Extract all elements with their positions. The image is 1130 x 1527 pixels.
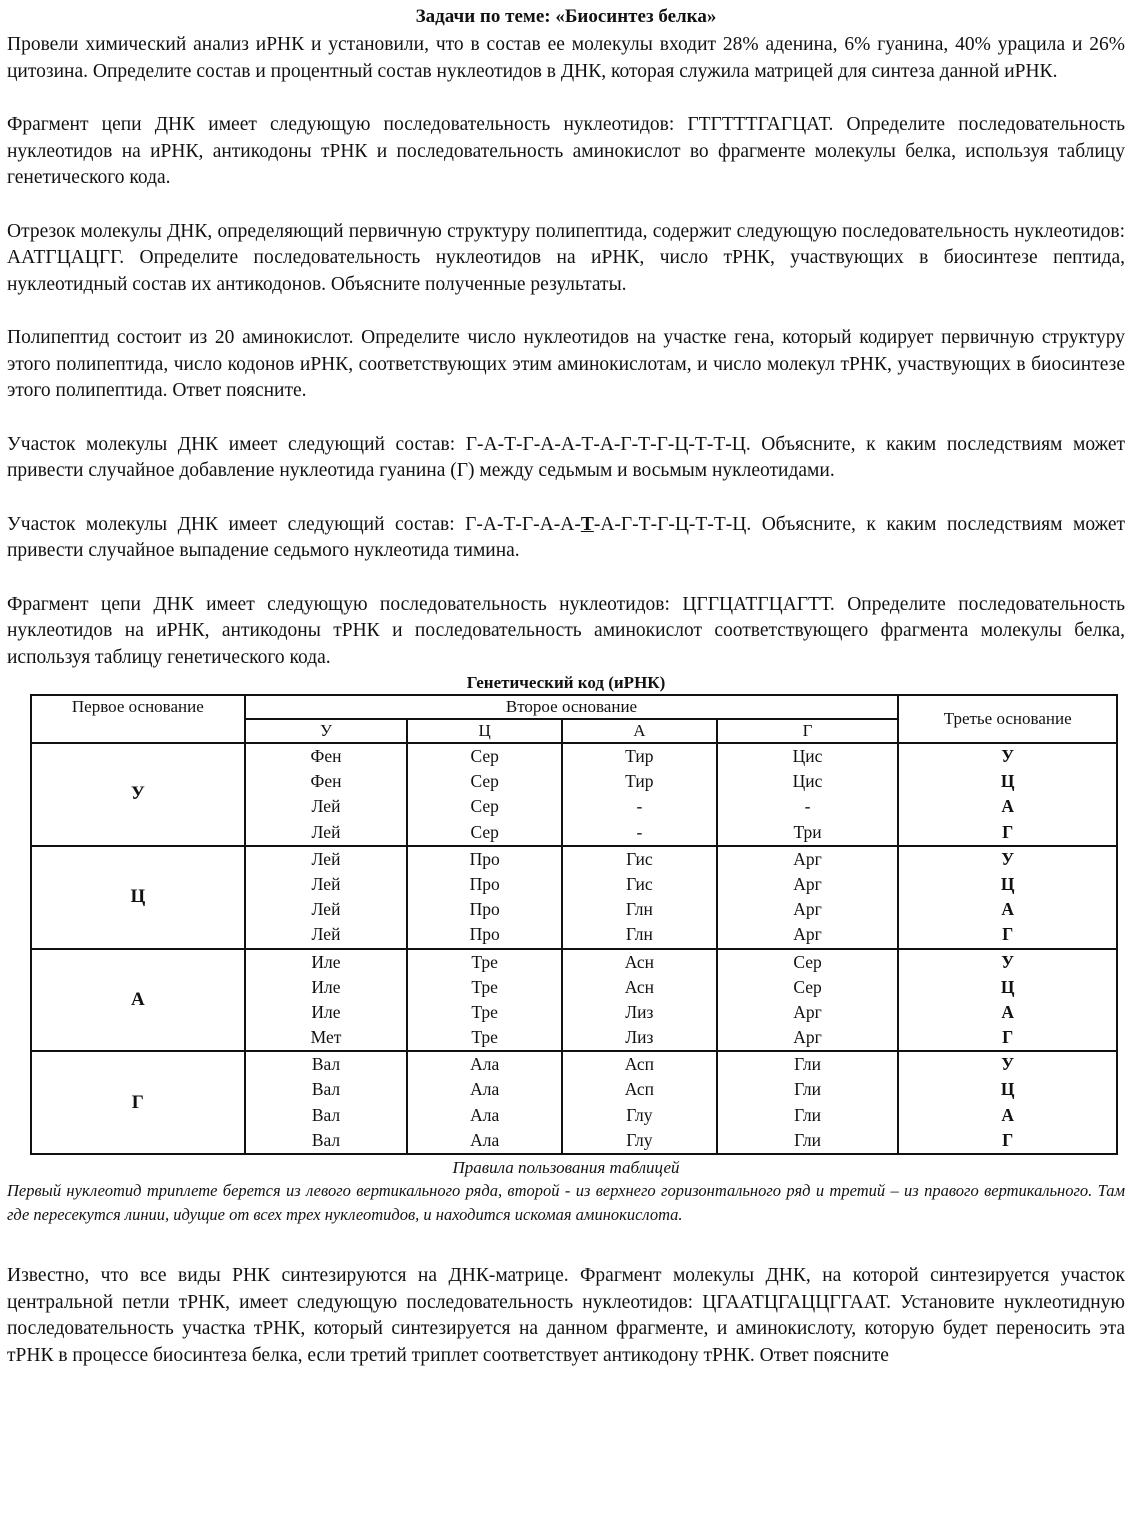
problem-6-text-end: -А-Г-Т-Г-Ц-Т-Т-Ц. Объясните, к каким последствиям может привести случайное выпадение седьмого нуклеотида тимина. <box>7 513 1125 561</box>
second-base-c: Ц <box>407 719 562 743</box>
problem-3: Отрезок молекулы ДНК, определяющий первичную структуру полипептида, содержит следующую последовательность нуклеотидов: ААТГЦАЦГГ. Определите последовательность нуклеотидов на иРНК, число тРНК, участвующих в биосинтезе пептида, нуклеотидный состав их антикодонов. Объясните полученные результаты. <box>7 220 1125 295</box>
amino-acid-cell <box>407 846 562 949</box>
amino-acid: Про <box>469 873 500 894</box>
amino-acid-cell <box>562 1051 717 1154</box>
amino-acid-cell <box>717 1051 899 1154</box>
amino-acid: Иле <box>311 1001 341 1022</box>
amino-acid-cell <box>407 743 562 846</box>
third-base: Г <box>1002 1027 1014 1048</box>
amino-acid: Асп <box>624 1079 655 1100</box>
amino-acid: Тре <box>471 951 498 972</box>
amino-acid: Мет <box>310 1027 342 1048</box>
genetic-code-title: Генетический код (иРНК) <box>466 673 666 692</box>
amino-acid: Про <box>469 924 500 945</box>
amino-acid: Про <box>469 848 500 869</box>
first-base-header: Первое основание <box>31 695 245 743</box>
third-base: У <box>1001 951 1015 972</box>
amino-acid: Лиз <box>625 1027 654 1048</box>
amino-acid: Фен <box>310 746 342 766</box>
amino-acid: Асн <box>624 951 655 972</box>
amino-acid-cell <box>717 743 899 846</box>
amino-acid-cell <box>717 846 899 949</box>
amino-acid: Сер <box>470 821 499 842</box>
amino-acid: Арг <box>793 924 822 945</box>
amino-acid-cell <box>562 743 717 846</box>
problem-1: Провели химический анализ иРНК и установили, что в состав ее молекулы входит 28% аденина, 6% гуанина, 40% урацила и 26% цитозина. Определите состав и процентный состав нуклеотидов в ДНК, которая служила матрицей для синтеза данной иРНК. <box>7 34 1125 82</box>
third-base-cell <box>898 1051 1117 1154</box>
third-base: Г <box>1002 1129 1014 1150</box>
problem-7: Фрагмент цепи ДНК имеет следующую последовательность нуклеотидов: ЦГГЦАТГЦАГТТ. Определите последовательность нуклеотидов на иРНК, антикодоны тРНК и последовательность аминокислот соответствующего фрагмента молекулы белка, используя таблицу генетического кода. <box>7 593 1125 668</box>
second-base-u: У <box>245 719 408 743</box>
amino-acid: Гли <box>794 1054 821 1075</box>
amino-acid: Лиз <box>625 1001 654 1022</box>
amino-acid-cell <box>407 1051 562 1154</box>
amino-acid: Ала <box>470 1079 500 1100</box>
amino-acid: Гли <box>794 1079 821 1100</box>
problem-5: Участок молекулы ДНК имеет следующий состав: Г-А-Т-Г-А-А-Т-А-Г-Т-Г-Ц-Т-Т-Ц. Объясните, к каким последствиям может привести случайное добавление нуклеотида гуанина (Г) между седьмым и восьмым нуклеотидами. <box>7 433 1125 481</box>
amino-acid: Лей <box>311 821 341 842</box>
amino-acid-cell <box>407 949 562 1052</box>
third-base: А <box>1001 1104 1014 1125</box>
first-base-cell: Ц <box>31 846 245 949</box>
amino-acid: Лей <box>311 924 341 945</box>
problem-2: Фрагмент цепи ДНК имеет следующую последовательность нуклеотидов: ГТГТТТГАГЦАТ. Определите последовательность нуклеотидов на иРНК, антикодоны тРНК и последовательность аминокислот во фрагменте молекулы белка, используя таблицу генетического кода. <box>7 114 1125 188</box>
problem-6-text-start: Участок молекулы ДНК имеет следующий состав: Г-А-Т-Г-А-А- <box>7 513 581 535</box>
third-base-cell <box>898 846 1117 949</box>
codon-group-row <box>31 1051 1117 1154</box>
amino-acid: Ала <box>470 1129 500 1150</box>
rules-title: Правила пользования таблицей <box>452 1158 680 1177</box>
amino-acid-cell <box>717 949 899 1052</box>
amino-acid: Сер <box>470 771 499 792</box>
third-base-cell <box>898 949 1117 1052</box>
codon-group-row <box>31 846 1117 949</box>
amino-acid: Три <box>793 821 822 842</box>
amino-acid: Лей <box>311 796 341 817</box>
problem-4: Полипептид состоит из 20 аминокислот. Определите число нуклеотидов на участке гена, который кодирует первичную структуру этого полипептида, число кодонов иРНК, соответствующих этим аминокислотам, и число молекул тРНК, участвующих в биосинтезе этого полипептида. Ответ поясните. <box>7 327 1125 401</box>
third-base: У <box>1001 1054 1015 1075</box>
amino-acid: Гис <box>626 873 653 894</box>
amino-acid: Цис <box>792 746 823 766</box>
worksheet-page <box>7 0 1125 1369</box>
amino-acid: Гли <box>794 1129 821 1150</box>
third-base: Ц <box>1000 771 1015 792</box>
codon-group-row <box>31 743 1117 846</box>
amino-acid: Лей <box>311 873 341 894</box>
second-base-g: Г <box>717 719 899 743</box>
third-base: Ц <box>1000 1079 1015 1100</box>
amino-acid: Арг <box>793 899 822 920</box>
amino-acid-cell <box>562 949 717 1052</box>
amino-acid: Сер <box>793 951 822 972</box>
amino-acid-cell <box>245 743 408 846</box>
amino-acid: Арг <box>793 848 822 869</box>
amino-acid: Глу <box>626 1104 653 1125</box>
second-base-header: Второе основание <box>245 695 899 719</box>
amino-acid: - <box>636 796 643 817</box>
amino-acid: Сер <box>470 796 499 817</box>
amino-acid: - <box>636 821 643 842</box>
problem-6-marked-nucleotide: Т <box>580 513 594 535</box>
amino-acid: Асн <box>624 976 655 997</box>
amino-acid: Арг <box>793 1001 822 1022</box>
page-title: Задачи по теме: «Биосинтез белка» <box>415 6 717 27</box>
third-base: Ц <box>1000 873 1015 894</box>
amino-acid: Асп <box>624 1054 655 1075</box>
genetic-code-body <box>31 743 1117 1154</box>
amino-acid: Про <box>469 899 500 920</box>
amino-acid-cell <box>245 949 408 1052</box>
first-base-cell: Г <box>31 1051 245 1154</box>
amino-acid: Арг <box>793 1027 822 1048</box>
third-base: Ц <box>1000 976 1015 997</box>
amino-acid: Ала <box>470 1104 500 1125</box>
amino-acid-cell <box>562 846 717 949</box>
amino-acid-cell <box>245 846 408 949</box>
amino-acid: Вал <box>311 1079 341 1100</box>
third-base: А <box>1001 1001 1014 1022</box>
amino-acid: - <box>804 796 811 817</box>
amino-acid: Тир <box>625 746 654 766</box>
amino-acid: Глн <box>625 924 653 945</box>
amino-acid: Тре <box>471 1001 498 1022</box>
third-base: А <box>1001 796 1014 817</box>
amino-acid: Тре <box>471 1027 498 1048</box>
problem-6 <box>7 512 1125 565</box>
second-base-a: А <box>562 719 717 743</box>
amino-acid: Тре <box>471 976 498 997</box>
third-base: Г <box>1002 821 1014 842</box>
amino-acid: Вал <box>311 1104 341 1125</box>
amino-acid: Вал <box>311 1054 341 1075</box>
amino-acid: Гис <box>626 848 653 869</box>
third-base: У <box>1001 746 1015 766</box>
amino-acid: Вал <box>311 1129 341 1150</box>
amino-acid: Глу <box>626 1129 653 1150</box>
genetic-code-table <box>30 694 1118 1155</box>
amino-acid: Фен <box>310 771 342 792</box>
amino-acid: Сер <box>470 746 499 766</box>
first-base-cell: У <box>31 743 245 846</box>
amino-acid: Ала <box>470 1054 500 1075</box>
first-base-cell: А <box>31 949 245 1052</box>
amino-acid: Иле <box>311 976 341 997</box>
rules-text: Первый нуклеотид триплете берется из левого вертикального ряда, второй - из верхнего горизонтального ряд и третий – из правого вертикального. Там где пересекутся линии, идущие от всех трех нуклеотидов, и находится искомая аминокислота. <box>7 1181 1125 1224</box>
problem-8: Известно, что все виды РНК синтезируются на ДНК-матрице. Фрагмент молекулы ДНК, на которой синтезируется участок центральной петли тРНК, имеет следующую последовательность нуклеотидов: ЦГААТЦГАЦЦГГААТ. Установите нуклеотидную последовательность участка тРНК, который синтезируется на данном фрагменте, и аминокислоту, которую будет переносить эта тРНК в процессе биосинтеза белка, если третий триплет соответствует антикодону тРНК. Ответ поясните <box>7 1265 1125 1366</box>
third-base: У <box>1001 848 1015 869</box>
amino-acid: Тир <box>625 771 654 792</box>
amino-acid-cell <box>245 1051 408 1154</box>
amino-acid: Гли <box>794 1104 821 1125</box>
third-base: Г <box>1002 924 1014 945</box>
amino-acid: Цис <box>792 771 823 792</box>
third-base-cell <box>898 743 1117 846</box>
third-base-header: Третье основание <box>898 695 1117 743</box>
third-base: А <box>1001 899 1014 920</box>
amino-acid: Глн <box>625 899 653 920</box>
amino-acid: Лей <box>311 848 341 869</box>
amino-acid: Сер <box>793 976 822 997</box>
amino-acid: Иле <box>311 951 341 972</box>
codon-group-row <box>31 949 1117 1052</box>
amino-acid: Лей <box>311 899 341 920</box>
amino-acid: Арг <box>793 873 822 894</box>
